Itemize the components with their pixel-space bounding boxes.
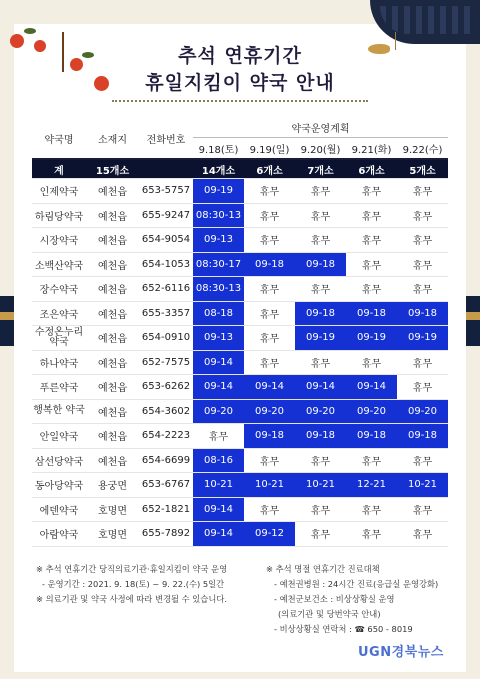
pharmacy-hours: 09-13 xyxy=(193,228,244,253)
pharmacy-hours: 09-14 xyxy=(244,375,295,400)
pharmacy-phone: 654-2223 xyxy=(139,424,193,449)
pharmacy-hours: 08:30-13 xyxy=(193,203,244,228)
pharmacy-name: 에덴약국 xyxy=(32,497,86,522)
title-divider xyxy=(112,100,368,102)
header-date: 9.19(일) xyxy=(244,138,295,160)
header-date: 9.22(수) xyxy=(397,138,448,160)
pharmacy-hours: 09-14 xyxy=(346,375,397,400)
pharmacy-location: 예천읍 xyxy=(86,228,139,253)
pharmacy-hours: 10-21 xyxy=(397,473,448,498)
pharmacy-hours: 휴무 xyxy=(295,522,346,547)
pharmacy-phone: 655-9247 xyxy=(139,203,193,228)
table-row xyxy=(32,448,448,473)
pharmacy-name: 하림당약국 xyxy=(32,203,86,228)
pharmacy-hours: 09-19 xyxy=(346,326,397,351)
note-line: - 예천군보건소 : 비상상황실 운영 xyxy=(274,594,395,604)
pharmacy-hours: 09-19 xyxy=(397,326,448,351)
pharmacy-phone: 653-6767 xyxy=(139,473,193,498)
pharmacy-hours: 09-18 xyxy=(397,424,448,449)
pharmacy-hours: 10-21 xyxy=(193,473,244,498)
pharmacy-location: 예천읍 xyxy=(86,326,139,351)
header-plan: 약국운영계획 xyxy=(193,118,448,138)
notes-left xyxy=(36,562,266,607)
pharmacy-location: 용궁면 xyxy=(86,473,139,498)
pharmacy-phone: 653-5757 xyxy=(139,179,193,204)
pharmacy-hours: 08:30-17 xyxy=(193,252,244,277)
total-day-count: 6개소 xyxy=(346,159,397,179)
pharmacy-location: 호명면 xyxy=(86,497,139,522)
pharmacy-location: 예천읍 xyxy=(86,203,139,228)
pharmacy-phone: 655-3357 xyxy=(139,301,193,326)
pharmacy-hours: 휴무 xyxy=(295,448,346,473)
pharmacy-hours: 휴무 xyxy=(244,326,295,351)
pharmacy-name: 조은약국 xyxy=(32,301,86,326)
pharmacy-hours: 09-19 xyxy=(193,179,244,204)
pharmacy-name: 아람약국 xyxy=(32,522,86,547)
note-line: ※ 추석 명절 연휴기간 진료대책 xyxy=(266,564,380,574)
pharmacy-phone: 653-6262 xyxy=(139,375,193,400)
header-date: 9.20(월) xyxy=(295,138,346,160)
pharmacy-hours: 09-14 xyxy=(193,375,244,400)
header-name: 약국명 xyxy=(32,118,86,159)
table-row xyxy=(32,350,448,375)
pharmacy-hours: 휴무 xyxy=(397,350,448,375)
pharmacy-hours: 휴무 xyxy=(244,179,295,204)
pharmacy-hours: 휴무 xyxy=(244,301,295,326)
pharmacy-hours: 09-18 xyxy=(295,424,346,449)
pharmacy-location: 예천읍 xyxy=(86,424,139,449)
total-day-count: 6개소 xyxy=(244,159,295,179)
pharmacy-name: 하나약국 xyxy=(32,350,86,375)
pharmacy-location: 예천읍 xyxy=(86,350,139,375)
pharmacy-hours: 휴무 xyxy=(244,203,295,228)
pharmacy-phone: 654-6699 xyxy=(139,448,193,473)
pharmacy-schedule-table xyxy=(32,118,448,547)
note-line: ※ 의료기관 및 약국 사정에 따라 변경될 수 있습니다. xyxy=(36,594,227,604)
pharmacy-hours: 09-14 xyxy=(193,522,244,547)
pharmacy-hours: 09-18 xyxy=(244,424,295,449)
table-row xyxy=(32,497,448,522)
pharmacy-hours: 09-18 xyxy=(295,301,346,326)
table-row xyxy=(32,522,448,547)
pharmacy-hours: 09-18 xyxy=(346,301,397,326)
pharmacy-location: 예천읍 xyxy=(86,399,139,424)
pharmacy-hours: 09-20 xyxy=(397,399,448,424)
pharmacy-name: 삼선당약국 xyxy=(32,448,86,473)
pharmacy-phone: 652-1821 xyxy=(139,497,193,522)
pharmacy-location: 예천읍 xyxy=(86,448,139,473)
pharmacy-name: 행복한 약국 xyxy=(32,399,86,424)
pharmacy-hours: 10-21 xyxy=(244,473,295,498)
table-row xyxy=(32,326,448,351)
page-title-line2: 휴일지킴이 약국 안내 xyxy=(145,72,335,94)
pharmacy-hours: 휴무 xyxy=(346,228,397,253)
pharmacy-location: 예천읍 xyxy=(86,179,139,204)
header-location: 소재지 xyxy=(86,118,139,159)
pharmacy-hours: 휴무 xyxy=(346,350,397,375)
pharmacy-name: 안일약국 xyxy=(32,424,86,449)
table-row xyxy=(32,228,448,253)
pharmacy-location: 예천읍 xyxy=(86,277,139,302)
pharmacy-hours: 휴무 xyxy=(346,448,397,473)
pharmacy-hours: 09-14 xyxy=(193,350,244,375)
pharmacy-hours: 휴무 xyxy=(397,277,448,302)
pharmacy-location: 예천읍 xyxy=(86,252,139,277)
pharmacy-hours: 09-20 xyxy=(295,399,346,424)
total-day-count: 5개소 xyxy=(397,159,448,179)
table-row xyxy=(32,252,448,277)
pharmacy-phone: 654-9054 xyxy=(139,228,193,253)
note-line: - 운영기간 : 2021. 9. 18(토) ~ 9. 22.(수) 5일간 xyxy=(42,579,225,589)
pharmacy-hours: 휴무 xyxy=(346,252,397,277)
pharmacy-hours: 휴무 xyxy=(295,179,346,204)
pharmacy-hours: 휴무 xyxy=(397,497,448,522)
table-row xyxy=(32,203,448,228)
ugn-news-logo: UGN경북뉴스 xyxy=(358,645,444,660)
pharmacy-hours: 휴무 xyxy=(346,203,397,228)
pharmacy-hours: 08-16 xyxy=(193,448,244,473)
pharmacy-phone: 654-3602 xyxy=(139,399,193,424)
pharmacy-location: 예천읍 xyxy=(86,375,139,400)
pharmacy-hours: 09-14 xyxy=(295,375,346,400)
table-row xyxy=(32,473,448,498)
pharmacy-phone: 652-7575 xyxy=(139,350,193,375)
pharmacy-name: 수정온누리약국 xyxy=(32,326,86,351)
pharmacy-location: 예천읍 xyxy=(86,301,139,326)
pharmacy-hours: 09-20 xyxy=(244,399,295,424)
total-day-count: 7개소 xyxy=(295,159,346,179)
pharmacy-hours: 휴무 xyxy=(397,179,448,204)
pharmacy-hours: 휴무 xyxy=(295,203,346,228)
table-row xyxy=(32,424,448,449)
pharmacy-hours: 휴무 xyxy=(295,228,346,253)
pharmacy-hours: 휴무 xyxy=(346,497,397,522)
pharmacy-hours: 휴무 xyxy=(295,350,346,375)
notes-right xyxy=(266,562,456,637)
pharmacy-hours: 08:30-13 xyxy=(193,277,244,302)
pharmacy-hours: 09-20 xyxy=(346,399,397,424)
header-date: 9.18(토) xyxy=(193,138,244,160)
pharmacy-name: 장수약국 xyxy=(32,277,86,302)
pharmacy-hours: 09-18 xyxy=(295,252,346,277)
header-date: 9.21(화) xyxy=(346,138,397,160)
pharmacy-hours: 휴무 xyxy=(397,252,448,277)
pharmacy-phone: 654-1053 xyxy=(139,252,193,277)
table-row xyxy=(32,375,448,400)
pharmacy-name: 푸른약국 xyxy=(32,375,86,400)
pharmacy-hours: 휴무 xyxy=(244,448,295,473)
total-blank xyxy=(139,159,193,179)
table-row xyxy=(32,399,448,424)
pharmacy-hours: 휴무 xyxy=(244,497,295,522)
total-count: 15개소 xyxy=(86,159,139,179)
pharmacy-hours: 휴무 xyxy=(295,497,346,522)
pharmacy-phone: 654-0910 xyxy=(139,326,193,351)
note-line: - 예천권병원 : 24시간 진료(응급실 운영강화) xyxy=(274,579,439,589)
note-line: - 비상상황실 연락처 : ☎ 650 - 8019 xyxy=(274,624,413,634)
pharmacy-hours: 09-20 xyxy=(193,399,244,424)
header-phone: 전화번호 xyxy=(139,118,193,159)
pharmacy-hours: 휴무 xyxy=(397,375,448,400)
pharmacy-name: 동아당약국 xyxy=(32,473,86,498)
pharmacy-phone: 652-6116 xyxy=(139,277,193,302)
total-row xyxy=(32,159,448,179)
pharmacy-hours: 휴무 xyxy=(244,350,295,375)
pharmacy-hours: 09-19 xyxy=(295,326,346,351)
pharmacy-name: 시장약국 xyxy=(32,228,86,253)
pharmacy-hours: 휴무 xyxy=(346,277,397,302)
pharmacy-name: 인제약국 xyxy=(32,179,86,204)
pharmacy-hours: 휴무 xyxy=(295,277,346,302)
total-label: 계 xyxy=(32,159,86,179)
pharmacy-hours: 휴무 xyxy=(397,448,448,473)
pharmacy-hours: 09-13 xyxy=(193,326,244,351)
pharmacy-hours: 10-21 xyxy=(295,473,346,498)
pharmacy-hours: 09-18 xyxy=(244,252,295,277)
pharmacy-hours: 휴무 xyxy=(397,522,448,547)
pharmacy-hours: 휴무 xyxy=(244,228,295,253)
pharmacy-hours: 09-12 xyxy=(244,522,295,547)
pharmacy-hours: 휴무 xyxy=(397,228,448,253)
pharmacy-hours: 08-18 xyxy=(193,301,244,326)
table-row xyxy=(32,277,448,302)
leaf-icon xyxy=(24,28,36,34)
pharmacy-hours: 휴무 xyxy=(193,424,244,449)
note-line: ※ 추석 연휴기간 당직의료기관·휴일지킴이 약국 운영 xyxy=(36,564,228,574)
pharmacy-hours: 09-18 xyxy=(397,301,448,326)
table-row xyxy=(32,179,448,204)
pharmacy-hours: 휴무 xyxy=(346,522,397,547)
pharmacy-hours: 09-18 xyxy=(346,424,397,449)
pharmacy-name: 소백산약국 xyxy=(32,252,86,277)
pharmacy-hours: 12-21 xyxy=(346,473,397,498)
pharmacy-hours: 09-14 xyxy=(193,497,244,522)
pharmacy-hours: 휴무 xyxy=(346,179,397,204)
page-title-line1: 추석 연휴기간 xyxy=(178,45,302,67)
pharmacy-phone: 655-7892 xyxy=(139,522,193,547)
table-row xyxy=(32,301,448,326)
note-line: (의료기관 및 당번약국 안내) xyxy=(278,609,381,619)
pharmacy-hours: 휴무 xyxy=(244,277,295,302)
total-day-count: 14개소 xyxy=(193,159,244,179)
pharmacy-location: 호명면 xyxy=(86,522,139,547)
pharmacy-hours: 휴무 xyxy=(397,203,448,228)
